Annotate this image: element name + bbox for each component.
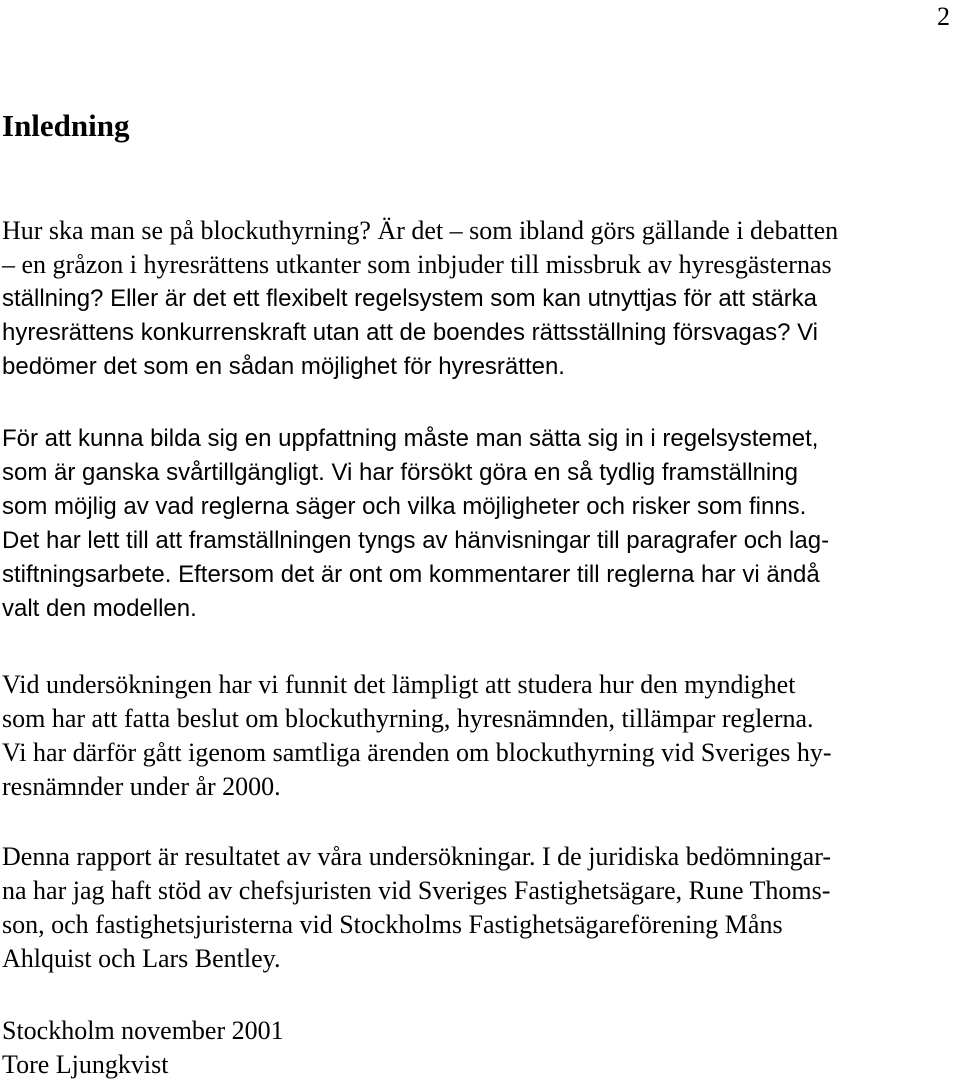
- text-line: – en gråzon i hyresrättens utkanter som inbjuder till missbruk av hyresgästernas: [2, 250, 832, 279]
- paragraph-rapport: [2, 840, 956, 976]
- text-line: som är ganska svårtillgängligt. Vi har försökt göra en så tydlig framställning: [2, 459, 798, 486]
- text-line: na har jag haft stöd av chefsjuristen vid Sveriges Fastighetsägare, Rune Thoms-: [2, 876, 831, 905]
- text-line: Vi har därför gått igenom samtliga ärenden om blockuthyrning vid Sveriges hy-: [2, 738, 832, 767]
- text-line: Vid undersökningen har vi funnit det lämpligt att studera hur den myndighet: [2, 670, 796, 699]
- text-line: son, och fastighetsjuristerna vid Stockholms Fastighetsägareförening Måns: [2, 910, 783, 939]
- text-line: som möjlig av vad reglerna säger och vilka möjligheter och risker som finns.: [2, 493, 807, 520]
- text-line: hyresrättens konkurrenskraft utan att de boendes rättsställning försvagas? Vi: [2, 319, 819, 346]
- text-line: För att kunna bilda sig en uppfattning måste man sätta sig in i regelsystemet,: [2, 425, 819, 452]
- paragraph-intro-question: [2, 214, 956, 282]
- text-line: ställning? Eller är det ett flexibelt regelsystem som kan utnyttjas för att stärka: [2, 285, 818, 312]
- signature-author: Tore Ljungkvist: [2, 1050, 169, 1079]
- page-title: Inledning: [2, 108, 130, 143]
- text-line: bedömer det som en sådan möjlighet för hyresrätten.: [2, 353, 565, 380]
- signature-block: [2, 1014, 956, 1082]
- text-line: Ahlquist och Lars Bentley.: [2, 944, 281, 973]
- text-line: valt den modellen.: [2, 595, 197, 622]
- page-number: 2: [937, 2, 950, 31]
- text-line: Denna rapport är resultatet av våra undersökningar. I de juridiska bedömningar-: [2, 842, 832, 871]
- text-line: stiftningsarbete. Eftersom det är ont om kommentarer till reglerna har vi ändå: [2, 561, 820, 588]
- text-line: Det har lett till att framställningen tyngs av hänvisningar till paragrafer och lag-: [2, 527, 830, 554]
- text-line: Hur ska man se på blockuthyrning? Är det – som ibland görs gällande i debatten: [2, 216, 839, 245]
- paragraph-undersokning: [2, 668, 956, 804]
- text-line: som har att fatta beslut om blockuthyrning, hyresnämnden, tillämpar reglerna.: [2, 704, 814, 733]
- paragraph-intro-continuation: [2, 282, 956, 384]
- text-line: resnämnder under år 2000.: [2, 772, 281, 801]
- signature-place-date: Stockholm november 2001: [2, 1016, 284, 1045]
- paragraph-regelsystem: [2, 422, 956, 626]
